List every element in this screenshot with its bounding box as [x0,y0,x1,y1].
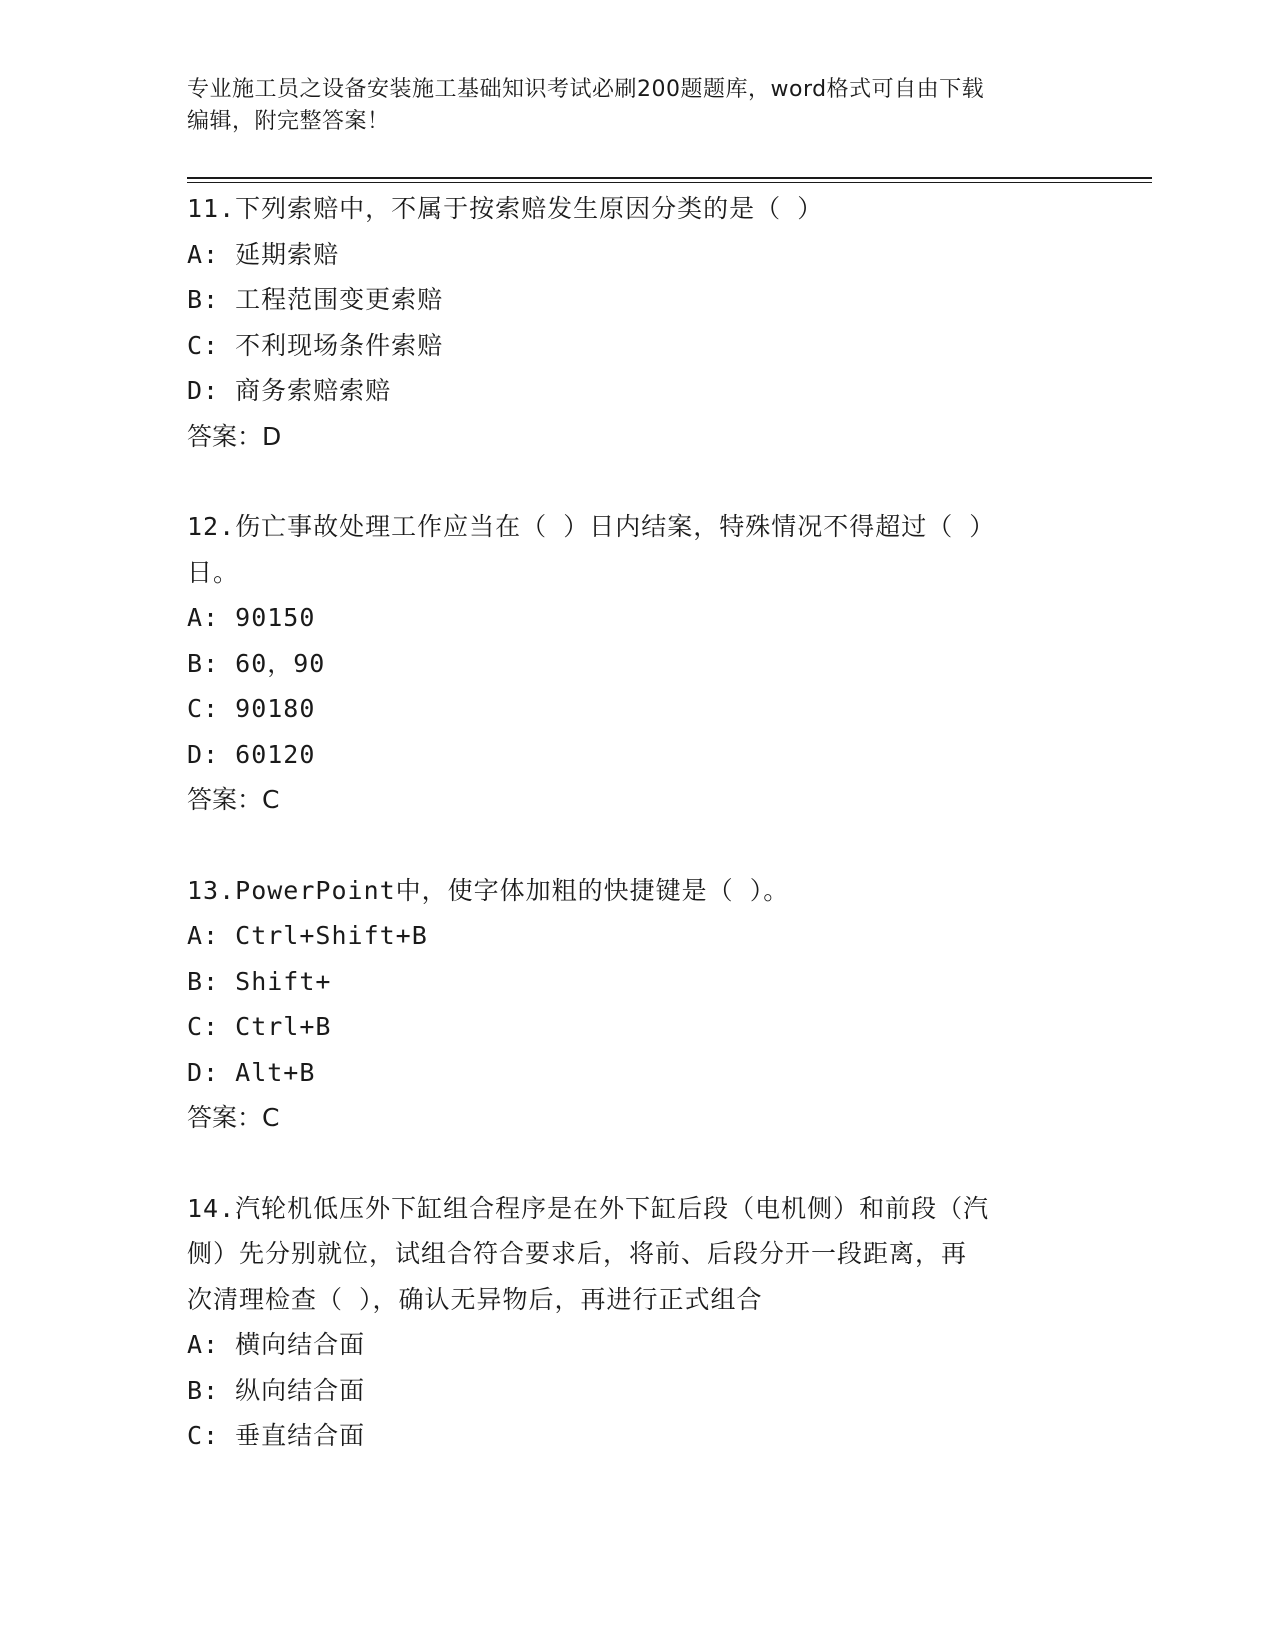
answer: 答案：C [187,1103,280,1132]
question-13 [187,868,1067,1141]
question-stem: 11.下列索赔中，不属于按索赔发生原因分类的是（ ） [187,194,824,223]
question-list [187,186,1067,1504]
option-d: D: 60120 [187,739,316,769]
option-a: A: 90150 [187,603,316,632]
question-stem: 12.伤亡事故处理工作应当在（ ）日内结案，特殊情况不得超过（ ） [187,512,996,541]
document-header [187,74,1067,138]
header-line-2: 编辑，附完整答案！ [187,109,390,134]
option-b: B: 60，90 [187,648,326,678]
option-c: C: 不利现场条件索赔 [187,330,444,360]
option-b: B: 纵向结合面 [187,1375,366,1405]
header-line-1: 专业施工员之设备安装施工基础知识考试必刷200题题库，word格式可自由下载 [187,77,985,102]
option-b: B: 工程范围变更索赔 [187,285,444,314]
question-stem-continued: 次清理检查（ ），确认无异物后，再进行正式组合 [187,1284,763,1314]
answer: 答案：C [187,785,280,814]
header-divider-thick [187,177,1152,179]
option-c: C: Ctrl+B [187,1012,332,1041]
option-d: D: 商务索赔索赔 [187,376,392,405]
option-c: C: 垂直结合面 [187,1421,366,1450]
question-11 [187,186,1067,459]
header-divider-thin [187,182,1152,183]
option-d: D: Alt+B [187,1057,316,1087]
option-a: A: 延期索赔 [187,239,340,269]
question-14 [187,1186,1067,1459]
question-stem: 14.汽轮机低压外下缸组合程序是在外下缸后段（电机侧）和前段（汽 [187,1193,990,1223]
option-b: B: Shift+ [187,966,332,996]
question-stem-continued: 日。 [187,557,240,587]
option-c: C: 90180 [187,694,316,723]
answer: 答案：D [187,421,282,451]
option-a: A: Ctrl+Shift+B [187,921,428,950]
question-12 [187,504,1067,823]
question-stem: 13.PowerPoint中，使字体加粗的快捷键是（ ）。 [187,875,790,905]
question-stem-continued: 侧）先分别就位，试组合符合要求后，将前、后段分开一段距离，再 [187,1239,968,1268]
option-a: A: 横向结合面 [187,1330,366,1359]
